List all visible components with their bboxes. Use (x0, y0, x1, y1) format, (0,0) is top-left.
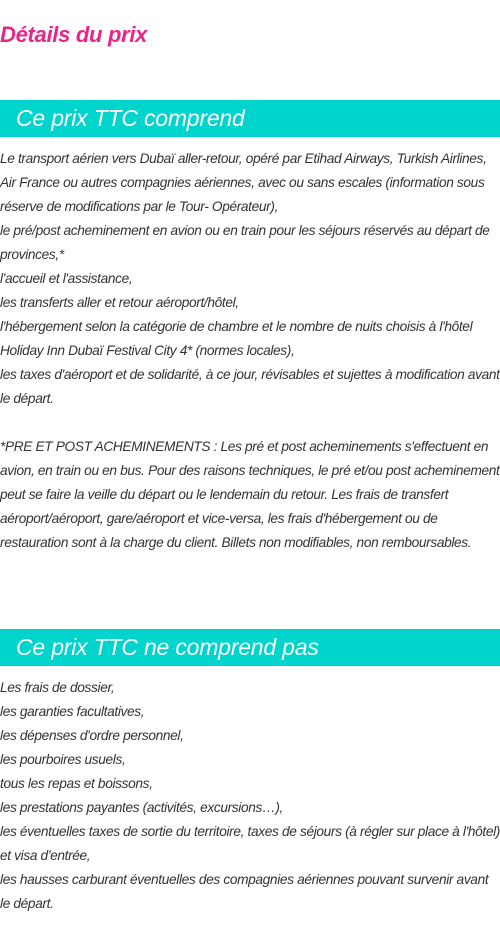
included-item: l'hébergement selon la catégorie de chambre et le nombre de nuits choisis à l'hôtel Holiday Inn Dubaï Festival City 4* (normes locales), (0, 319, 473, 358)
not-included-item: les garanties facultatives, (0, 704, 145, 719)
not-included-section-header (0, 629, 500, 666)
not-included-item: Les frais de dossier, (0, 680, 115, 695)
included-item: les taxes d'aéroport et de solidarité, à ce jour, révisables et sujettes à modification avant le départ. (0, 367, 500, 406)
not-included-item: les hausses carburant éventuelles des compagnies aériennes pouvant survenir avant le départ. (0, 872, 489, 911)
not-included-item: les prestations payantes (activités, excursions…), (0, 800, 283, 815)
not-included-list (0, 676, 500, 916)
page-title: Détails du prix (0, 22, 148, 47)
included-section-header (0, 100, 500, 137)
included-item: l'accueil et l'assistance, (0, 271, 133, 286)
not-included-item: les dépenses d'ordre personnel, (0, 728, 184, 743)
included-heading: Ce prix TTC comprend (16, 105, 245, 131)
not-included-item: tous les repas et boissons, (0, 776, 153, 791)
pre-post-note: *PRE ET POST ACHEMINEMENTS : Les pré et post acheminements s'effectuent en avion, en train ou en bus. Pour des raisons techniques, le pré et/ou post acheminement peut se faire la veille du départ ou le lendemain du retour. Les frais de transfert aéroport/aéroport, gare/aéroport et vice-versa, les frais d'hébergement ou de restauration sont à la charge du client. Billets non modifiables, non remboursables. (0, 439, 500, 550)
not-included-item: les pourboires usuels, (0, 752, 126, 767)
included-item: Le transport aérien vers Dubaï aller-retour, opéré par Etihad Airways, Turkish Airlines, Air France ou autres compagnies aériennes, avec ou sans escales (information sous réserve de modifications par le Tour- Opérateur), (0, 151, 487, 214)
not-included-item: les éventuelles taxes de sortie du territoire, taxes de séjours (à régler sur place à l'hôtel) et visa d'entrée, (0, 824, 500, 863)
included-list (0, 147, 500, 555)
included-item: les transferts aller et retour aéroport/hôtel, (0, 295, 239, 310)
included-item: le pré/post acheminement en avion ou en train pour les séjours réservés au départ de provinces,* (0, 223, 490, 262)
not-included-heading: Ce prix TTC ne comprend pas (16, 634, 319, 660)
